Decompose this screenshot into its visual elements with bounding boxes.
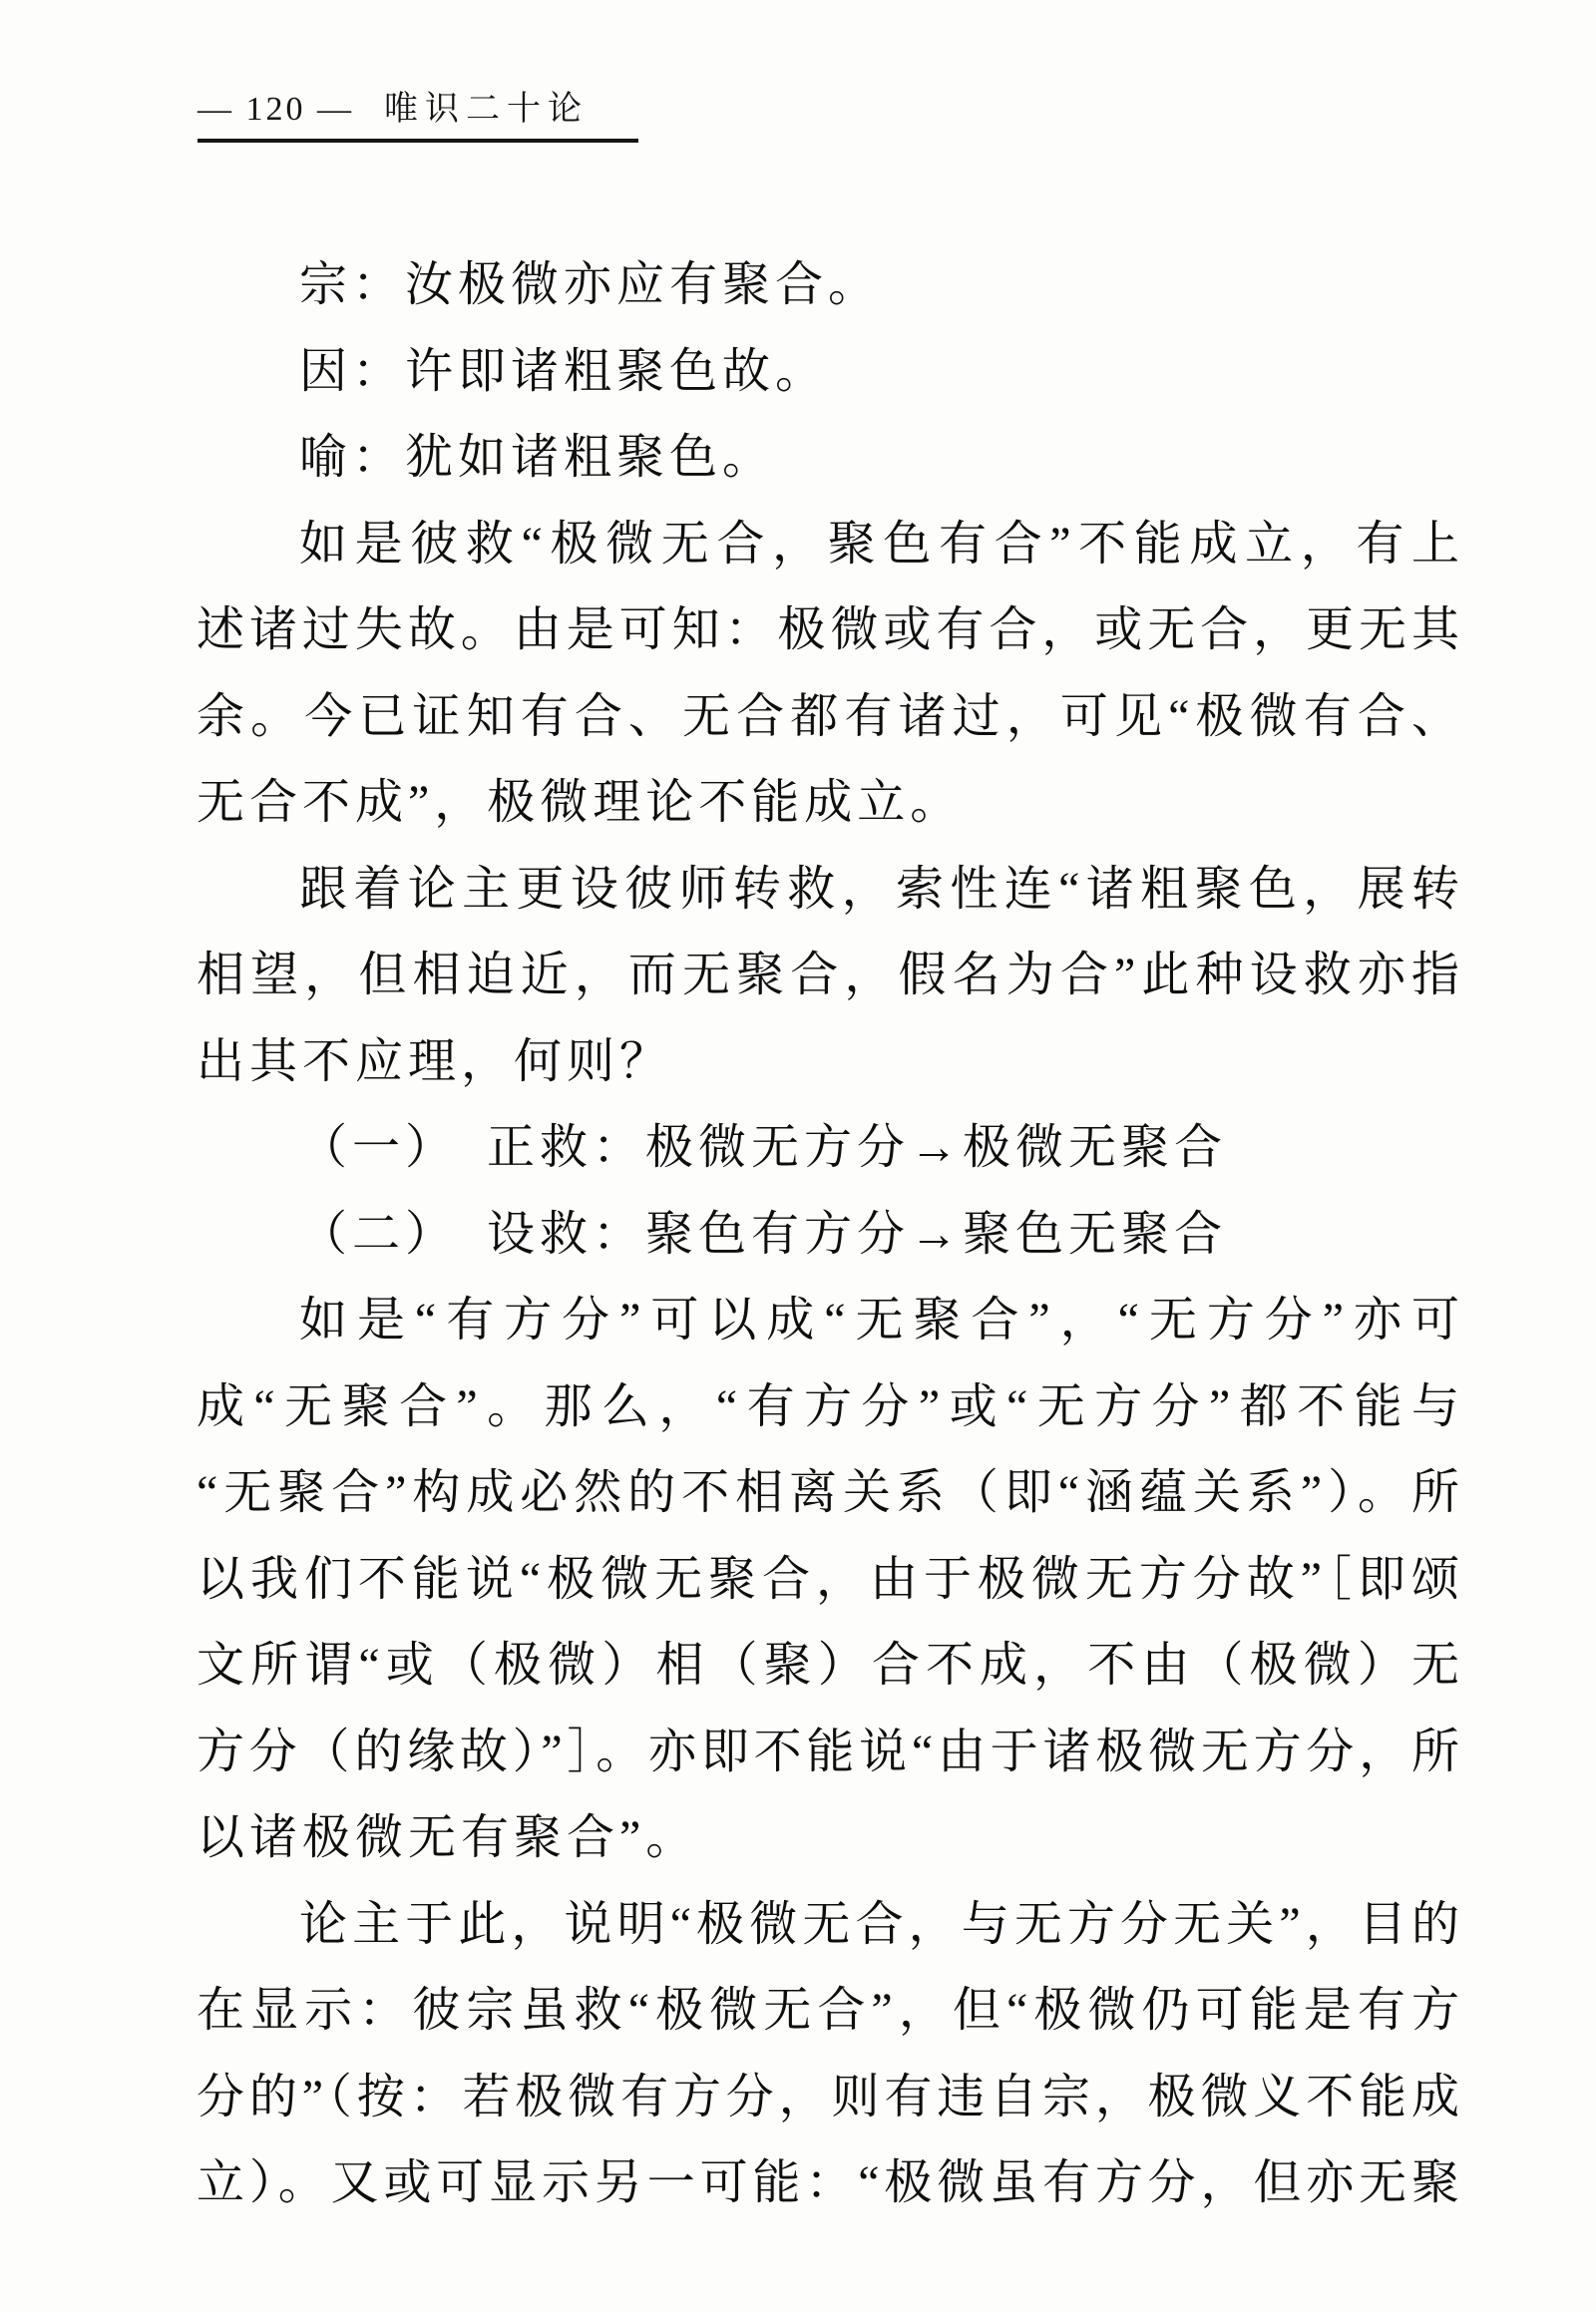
text-line: 述诸过失故。由是可知：极微或有合，或无合，更无其 (197, 603, 1459, 656)
text-line: 出其不应理，何则？ (197, 1034, 673, 1088)
page-body (197, 242, 1459, 2227)
text-line: 立）。又或可显示另一可能：“极微虽有方分，但亦无聚 (197, 2156, 1459, 2209)
text-line: “无聚合”构成必然的不相离关系（即“涵蕴关系”）。所 (197, 1466, 1459, 1519)
text-line: 方分（的缘故）”］。亦即不能说“由于诸极微无方分，所 (197, 1725, 1459, 1778)
text-line-yin: 因：许即诸粗聚色故。 (299, 344, 829, 398)
text-line: 成“无聚合”。那么，“有方分”或“无方分”都不能与 (197, 1379, 1459, 1433)
text-line: 相望，但相迫近，而无聚合，假名为合”此种设救亦指 (197, 949, 1459, 1001)
text-line: 如是“有方分”可以成“无聚合”，“无方分”亦可 (299, 1294, 1459, 1347)
text-line: 余。今已证知有合、无合都有诸过，可见“极微有合、 (197, 689, 1459, 743)
text-line: 以诸极微无有聚合”。 (197, 1811, 699, 1864)
text-line-item-one: （一） 正救：极微无方分→极微无聚合 (299, 1121, 1228, 1174)
text-line: 论主于此，说明“极微无合，与无方分无关”，目的 (299, 1897, 1459, 1951)
text-line-zong: 宗：汝极微亦应有聚合。 (299, 258, 882, 311)
text-line: 以我们不能说“极微无聚合，由于极微无方分故”［即颂 (197, 1552, 1459, 1606)
page-number: — 120 — (198, 91, 354, 128)
text-line-yu: 喻：犹如诸粗聚色。 (299, 431, 776, 484)
text-line-item-two: （二） 设救：聚色有方分→聚色无聚合 (299, 1207, 1228, 1261)
page-header (198, 90, 638, 143)
text-line: 如是彼救“极微无合，聚色有合”不能成立，有上 (299, 517, 1459, 571)
text-line: 文所谓“或（极微）相（聚）合不成，不由（极微）无 (197, 1639, 1459, 1692)
text-line: 跟着论主更设彼师转救，索性连“诸粗聚色，展转 (299, 862, 1459, 916)
book-title: 唯识二十论 (384, 91, 589, 128)
text-line: 无合不成”，极微理论不能成立。 (197, 776, 964, 829)
text-line: 分的”（按：若极微有方分，则有违自宗，极微义不能成 (197, 2070, 1459, 2123)
text-line: 在显示：彼宗虽救“极微无合”，但“极微仍可能是有方 (197, 1984, 1459, 2037)
